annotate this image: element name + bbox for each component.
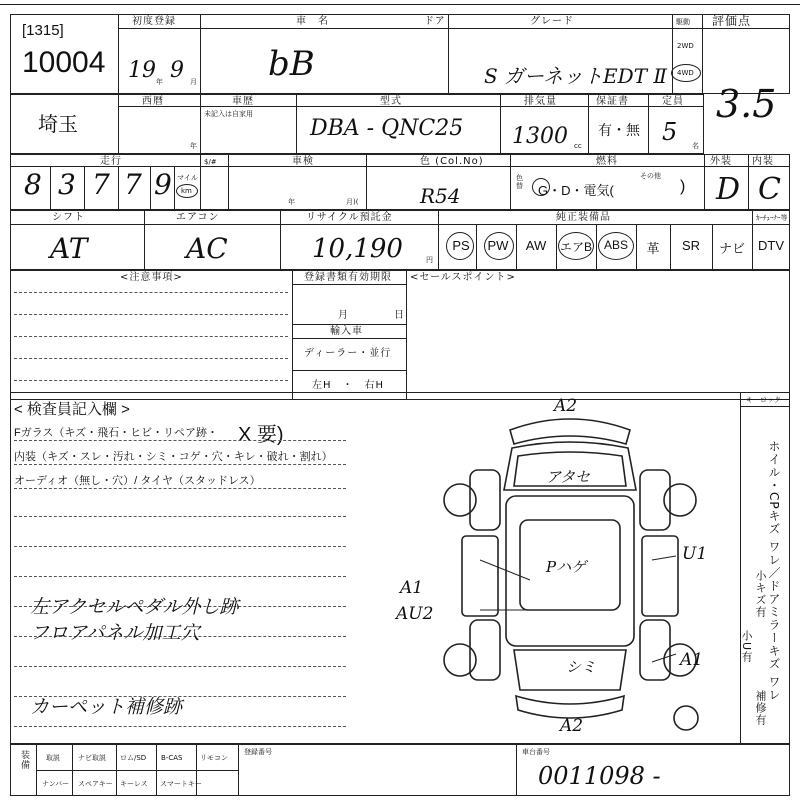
km-label: km: [181, 187, 192, 195]
inspection-month-unit: 月)(: [346, 198, 359, 206]
footer-item: B-CAS: [161, 754, 183, 762]
mark-front-note: アタセ: [546, 468, 590, 486]
footer-item: リモコン: [200, 754, 228, 762]
legend-sub: 小U有: [740, 630, 753, 664]
month-unit: 月: [190, 78, 197, 86]
left-door: [462, 536, 498, 616]
left-rear-fender: [470, 620, 500, 680]
note-accelerator: 左アクセルペダル外し跡: [30, 596, 239, 618]
first-reg-year: 19: [128, 58, 156, 83]
handle-option: 左H ・ 右H: [312, 380, 385, 391]
drive-2wd: 2WD: [677, 42, 694, 50]
equip-leather: 革: [646, 241, 660, 256]
mark-left-rear: AU2: [396, 604, 434, 624]
cc-unit: cc: [574, 142, 582, 150]
mileage-digit: 9: [154, 168, 172, 201]
doc-day: 日: [394, 310, 405, 321]
dollar-label: $/#: [204, 158, 217, 166]
equip-navi: ナビ: [718, 241, 745, 256]
footer-item: スマートキー: [160, 780, 202, 788]
car-history-label: 車歴: [232, 96, 254, 107]
mark-right-rear: U1: [682, 544, 708, 564]
left-front-fender: [470, 470, 500, 530]
mark-right-back: A1: [680, 650, 704, 670]
row1-frame: [10, 14, 790, 94]
displacement-value: 1300: [512, 124, 568, 149]
lot-number: 10004: [22, 46, 106, 79]
sales-points-label: <セールスポイント>: [410, 272, 516, 283]
model-value: DBA - QNC25: [310, 116, 464, 141]
grade-label: グレード: [530, 16, 574, 27]
chassis-label: 車台番号: [522, 748, 550, 756]
drive-label: 駆動: [676, 18, 690, 26]
inspection-label: 車検: [292, 156, 314, 167]
note-carpet: カーペット補修跡: [30, 696, 183, 718]
notes-label: <注意事項>: [120, 272, 183, 283]
genuine-label: 純正装備品: [556, 212, 611, 223]
nen-unit: 年: [190, 142, 197, 150]
recycle-value: 10,190: [312, 234, 403, 264]
displacement-label: 排気量: [524, 96, 557, 107]
right-rear-fender: [640, 620, 670, 680]
rear-bumper-shape: [516, 696, 624, 718]
interior-label: 内装: [752, 156, 774, 167]
front-bumper-shape: [510, 419, 630, 444]
grade-value: S ガーネットEDT Ⅱ: [484, 64, 667, 88]
equip-ps: PS: [452, 238, 470, 253]
fuel-options: G・D・電気(: [538, 183, 614, 198]
yen-unit: 円: [426, 256, 433, 264]
legend-sub: 小キズ有: [754, 570, 767, 618]
mileage-digit: 7: [92, 168, 110, 201]
equip-abs: ABS: [603, 238, 628, 252]
mile-label: マイル: [177, 174, 198, 182]
not-registered-note: 未記入は自家用: [204, 110, 253, 118]
footer-side-label: 装備: [19, 750, 29, 770]
wheel-rl: [444, 644, 476, 676]
lot-code: [1315]: [22, 22, 64, 39]
fuel-label: 燃料: [596, 156, 618, 167]
mark-left-front: A1: [400, 578, 424, 598]
mark-front: A2: [554, 396, 578, 416]
warranty-label: 保証書: [596, 96, 629, 107]
right-front-fender: [640, 470, 670, 530]
mark-rear: A2: [560, 716, 584, 736]
equip-dtv: DTV: [758, 238, 784, 253]
legend-vertical: ホイル・CPキズ ワレ／ドアミラーキズ ワレ: [767, 440, 781, 702]
color-label: 色 (Col.No): [420, 156, 484, 167]
doc-month: 月: [338, 310, 349, 321]
model-label: 型式: [380, 96, 402, 107]
title-rule: [0, 4, 800, 5]
mileage-digit: 7: [124, 168, 142, 201]
drive-4wd: 4WD: [677, 69, 694, 77]
footer-item: スペアキー: [78, 780, 113, 788]
fuel-other: その他: [640, 172, 661, 180]
exterior-label: 外装: [710, 156, 732, 167]
mei-unit: 名: [692, 142, 699, 150]
score-label: 評価点: [712, 14, 752, 28]
inspector-title: < 検査員記入欄 >: [14, 401, 130, 418]
footer-item: ロム/SD: [120, 754, 147, 762]
import-label: 輸入車: [330, 326, 363, 337]
first-reg-month: 9: [170, 58, 184, 83]
equip-airbag: エアB: [559, 240, 592, 254]
car-name-value: bB: [268, 44, 315, 84]
color-code-value: R54: [420, 184, 461, 208]
reg-number-label: 登録番号: [244, 748, 272, 756]
capacity-value: 5: [662, 118, 678, 146]
chassis-number: 0011098 -: [538, 762, 661, 790]
audio-line: オーディオ（無し・穴）/ タイヤ（スタッドレス）: [14, 475, 261, 487]
region-value: 埼玉: [38, 114, 78, 136]
legend-sub: 補修有: [754, 690, 767, 726]
footer-item: ナビ取説: [78, 754, 106, 762]
western-year-label: 西暦: [142, 96, 164, 107]
mark-trunk: シミ: [566, 658, 597, 676]
equip-aw: AW: [525, 238, 547, 253]
fuel-close: ): [680, 178, 686, 195]
exterior-value: D: [716, 172, 741, 207]
equip-sr: SR: [681, 238, 701, 253]
key-lock-label: キーロック: [746, 396, 781, 404]
year-unit: 年: [156, 78, 163, 86]
mileage-label: 走行: [100, 156, 122, 167]
first-reg-label: 初度登録: [132, 16, 176, 27]
inspection-year-unit: 年: [288, 198, 295, 206]
fglass-x-mark: X 要): [238, 424, 284, 446]
shift-value: AT: [50, 232, 88, 265]
mark-floor: Pハゲ: [546, 558, 587, 576]
interior-line: 内装（キズ・スレ・汚れ・シミ・コゲ・穴・キレ・破れ・割れ）: [14, 451, 333, 463]
footer-item: キーレス: [120, 780, 148, 788]
aircon-label: エアコン: [176, 212, 220, 223]
wheel-fl: [444, 484, 476, 516]
note-floor-panel: フロアパネル加工穴: [30, 622, 200, 644]
door-label: ドア: [424, 16, 446, 27]
recycle-label: リサイクル預託金: [306, 212, 393, 223]
color-change-label: 色替: [516, 174, 523, 190]
keyless-header: ｶｰﾁｭｰﾅｰ等: [756, 214, 788, 222]
mileage-digit: 8: [24, 168, 42, 201]
wheel-fr: [664, 484, 696, 516]
interior-value: C: [758, 172, 781, 207]
doc-deadline-label: 登録書類有効期限: [304, 272, 392, 283]
mileage-digit: 3: [58, 168, 76, 201]
shift-label: シフト: [52, 212, 85, 223]
footer-item: 取説: [46, 754, 60, 762]
right-door: [642, 536, 678, 616]
dealer-option: ディーラー・並行: [304, 348, 392, 359]
footer-item: ナンバー: [42, 780, 70, 788]
fglass-line: Fガラス（キズ・飛石・ヒビ・リペア跡・: [14, 427, 218, 439]
car-name-label: 車 名: [296, 16, 329, 27]
spare-wheel: [674, 706, 698, 730]
aircon-value: AC: [186, 232, 228, 265]
warranty-value: 有・無: [598, 122, 640, 138]
equip-pw: PW: [487, 238, 509, 253]
score-value: 3.5: [716, 82, 777, 126]
capacity-label: 定員: [662, 96, 684, 107]
